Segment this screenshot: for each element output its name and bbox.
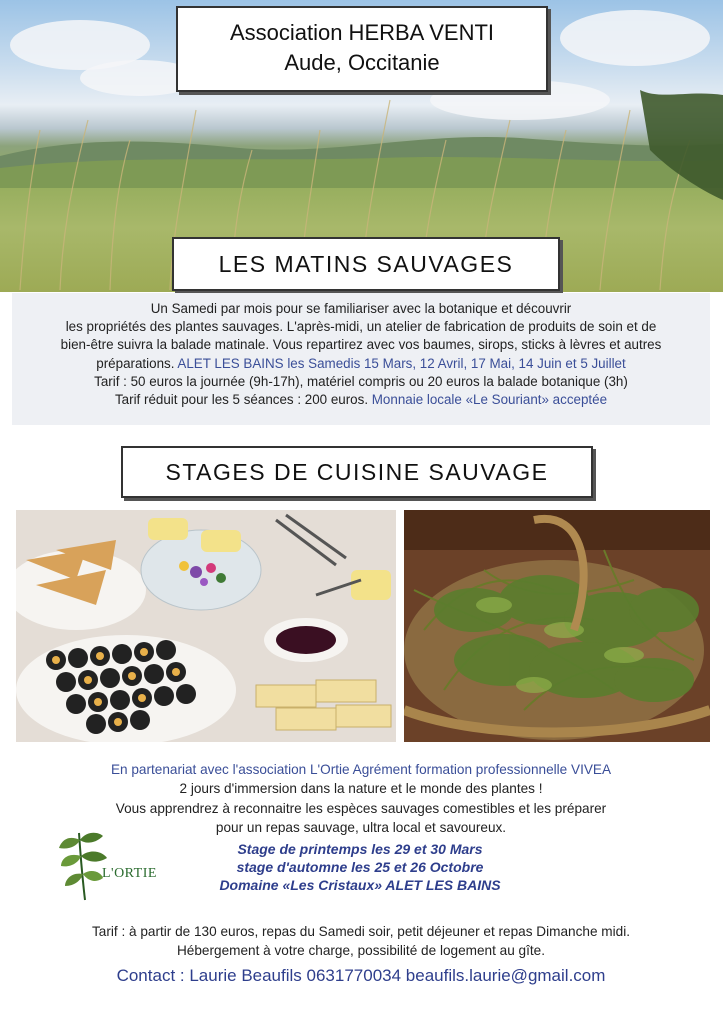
association-location: Aude, Occitanie: [284, 50, 440, 75]
matins-description: [12, 300, 710, 409]
matins-reduit-line: [12, 391, 710, 409]
repas-line: pour un repas sauvage, ultra local et savoureux.: [215, 820, 507, 836]
food-table-photo: [16, 510, 396, 742]
matins-tarif: Tarif : 50 euros la journée (9h-17h), matériel compris ou 20 euros la balade botanique (3h): [94, 373, 628, 389]
wild-greens-basket-photo: [404, 510, 710, 742]
matins-monnaie: Monnaie locale «Le Souriant» acceptée: [371, 392, 608, 408]
stages-tarif: [12, 922, 710, 961]
matins-line-1: Un Samedi par mois pour se familiariser avec la botanique et découvrir: [150, 301, 572, 316]
immersion-line: 2 jours d'immersion dans la nature et le monde des plantes !: [179, 781, 543, 797]
contact-line: Contact : Laurie Beaufils 0631770034 beaufils.laurie@gmail.com: [116, 966, 606, 985]
stage-printemps: Stage de printemps les 29 et 30 Mars: [237, 841, 483, 857]
matins-reduit: Tarif réduit pour les 5 séances : 200 euros.: [114, 392, 369, 408]
nettle-icon: [55, 828, 115, 902]
stages-tarif-line: Tarif : à partir de 130 euros, repas du Samedi soir, petit déjeuner et repas Dimanche midi.: [92, 924, 630, 939]
section-title-matins-sauvages: LES MATINS SAUVAGES: [172, 237, 560, 291]
matins-line-4-start: préparations.: [96, 355, 175, 371]
hebergement-line: Hébergement à votre charge, possibilité de logement au gîte.: [176, 943, 545, 959]
stage-automne: stage d'automne les 25 et 26 Octobre: [236, 859, 484, 875]
matins-line-2: les propriétés des plantes sauvages. L'après-midi, un atelier de fabrication de produits de soin et de: [65, 319, 657, 335]
partenariat-line: En partenariat avec l'association L'Ortie Agrément formation professionnelle VIVEA: [110, 762, 612, 777]
ortie-logo-text: L'ORTIE: [102, 866, 157, 881]
stage-domaine: Domaine «Les Cristaux» ALET LES BAINS: [219, 877, 501, 893]
association-name: Association HERBA VENTI: [229, 20, 495, 45]
stages-description: [12, 760, 710, 838]
apprendrez-line: Vous apprendrez à reconnaitre les espèces sauvages comestibles et les préparer: [115, 800, 607, 816]
stage-dates: [140, 840, 580, 894]
association-title-box: [176, 6, 548, 92]
matins-line-4: [12, 355, 710, 373]
section-title-stages-cuisine: STAGES DE CUISINE SAUVAGE: [121, 446, 593, 498]
matins-line-3: bien-être suivra la balade matinale. Vous repartirez avec vos baumes, sirops, sticks à lèvres et autres: [60, 337, 662, 353]
matins-dates: ALET LES BAINS les Samedis 15 Mars, 12 Avril, 17 Mai, 14 Juin et 5 Juillet: [177, 355, 626, 371]
